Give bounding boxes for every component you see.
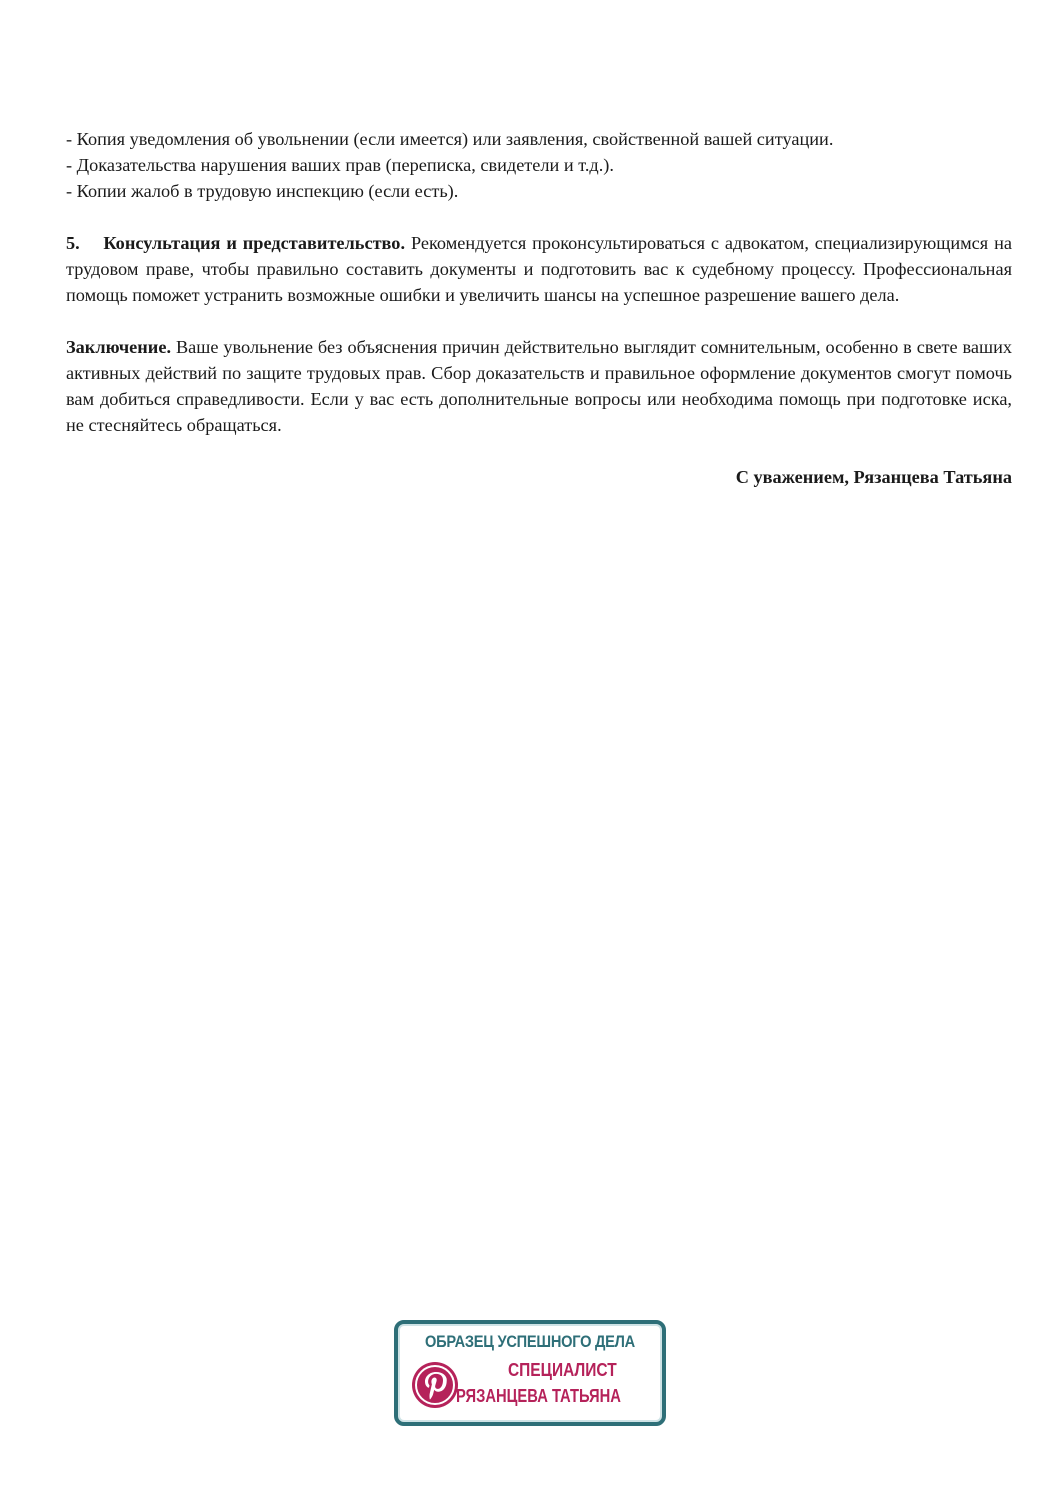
paragraph-spacer: [66, 204, 1012, 230]
section-5-number: 5.: [66, 233, 80, 253]
document-body: [66, 126, 1012, 490]
section-5-paragraph: [66, 230, 1012, 308]
list-item: - Копия уведомления об увольнении (если имеется) или заявления, свойственной вашей ситуации.: [66, 129, 834, 149]
list-item: - Копии жалоб в трудовую инспекцию (если есть).: [66, 181, 459, 201]
paragraph-spacer: [66, 308, 1012, 334]
paragraph-spacer: [66, 438, 1012, 464]
signature: С уважением, Рязанцева Татьяна: [735, 467, 1012, 487]
section-5-text: Рекомендуется проконсультироваться с адвокатом, специализирующимся на трудовом праве, чтобы правильно составить документы и подготовить вас к судебному процессу. Профессиональная помощь поможет устранить возможные ошибки и увеличить шансы на успешное разрешение вашего дела.: [66, 233, 1012, 305]
conclusion-heading: Заключение.: [66, 337, 172, 357]
pinterest-icon: [410, 1360, 460, 1410]
logo-name-label: РЯЗАНЦЕВА ТАТЬЯНА: [456, 1386, 621, 1406]
conclusion-paragraph: [66, 334, 1012, 438]
brand-logo-badge: [394, 1320, 666, 1426]
section-5-heading: Консультация и представительство.: [103, 233, 406, 253]
list-item: - Доказательства нарушения ваших прав (переписка, свидетели и т.д.).: [66, 155, 614, 175]
logo-title: ОБРАЗЕЦ УСПЕШНОГО ДЕЛА: [425, 1332, 635, 1351]
conclusion-text: Ваше увольнение без объяснения причин действительно выглядит сомнительным, особенно в свете ваших активных действий по защите трудовых прав. Сбор доказательств и правильное оформление документов смогут помочь вам добиться справедливости. Если у вас есть дополнительные вопросы или необходима помощь при подготовке иска, не стесняйтесь обращаться.: [66, 337, 1013, 435]
logo-specialist-label: СПЕЦИАЛИСТ: [508, 1360, 617, 1380]
